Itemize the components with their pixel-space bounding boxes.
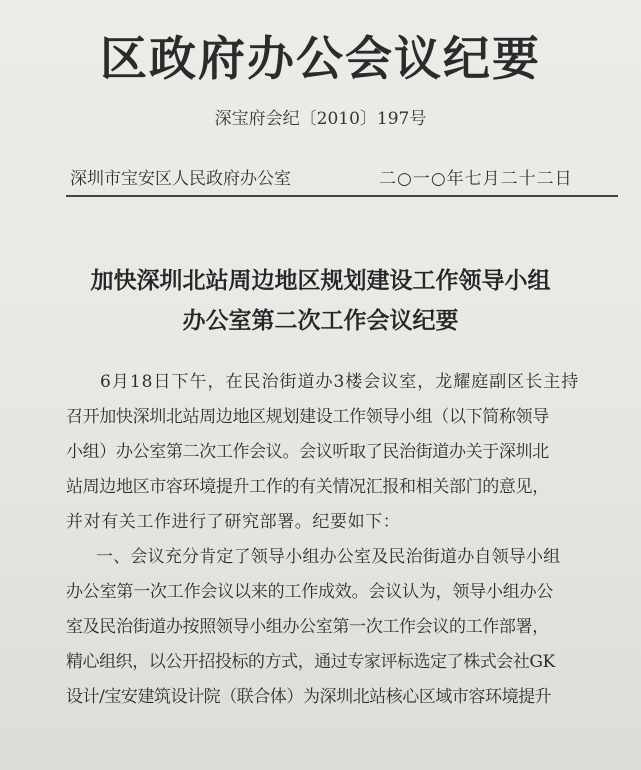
issuing-office: 深圳市宝安区人民政府办公室 <box>70 169 291 189</box>
body-line-7: 办公室第一次工作会议以来的工作成效。会议认为，领导小组办公 <box>66 582 554 602</box>
body-line-1: 6月18日下午，在民治街道办3楼会议室，龙耀庭副区长主持 <box>100 372 580 392</box>
body-line-5: 并对有关工作进行了研究部署。纪要如下： <box>66 512 401 532</box>
body-line-9: 精心组织，以公开招投标的方式，通过专家评标选定了株式会社GK <box>66 652 555 672</box>
document-title-line-2: 办公室第二次工作会议纪要 <box>182 308 459 334</box>
body-line-10: 设计/宝安建筑设计院（联合体）为深圳北站核心区域市容环境提升 <box>66 687 552 707</box>
document-number: 深宝府会纪〔2010〕197号 <box>214 109 427 129</box>
body-line-4: 站周边地区市容环境提升工作的有关情况汇报和相关部门的意见， <box>66 477 549 497</box>
body-line-3: 小组）办公室第二次工作会议。会议听取了民治街道办关于深圳北 <box>66 442 549 462</box>
document-title-line-1: 加快深圳北站周边地区规划建设工作领导小组 <box>90 268 551 294</box>
issue-date: 二○一○年七月二十二日 <box>379 169 573 189</box>
body-line-6: 一、会议充分肯定了领导小组办公室及民治街道办自领导小组 <box>96 547 561 567</box>
header-divider <box>66 195 618 197</box>
body-line-2: 召开加快深圳北站周边地区规划建设工作领导小组（以下简称领导 <box>66 407 549 427</box>
document-header-title: 区政府办公会议纪要 <box>100 32 541 87</box>
body-line-8: 室及民治街道办按照领导小组办公室第一次工作会议的工作部署， <box>66 617 549 637</box>
